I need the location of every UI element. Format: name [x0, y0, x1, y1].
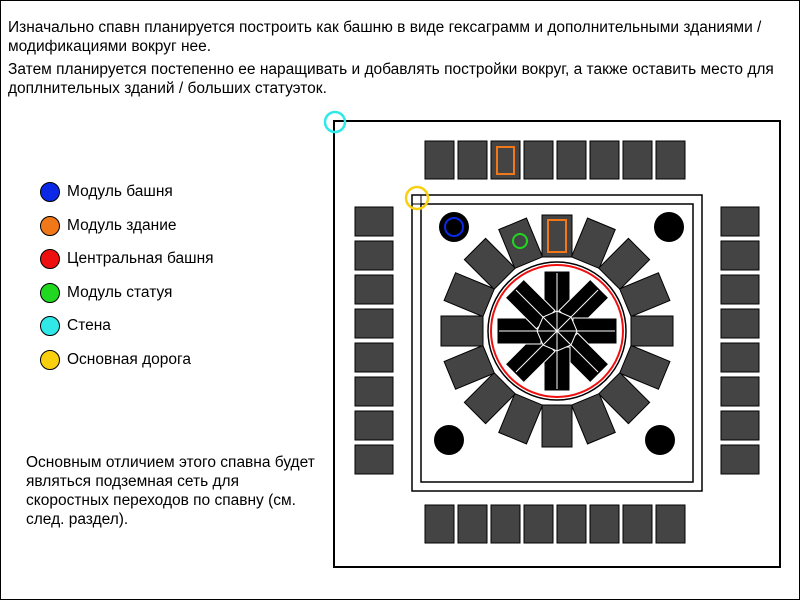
note-text: Основным отличием этого спавна будет являться подземная сеть для скоростных переходов по спавну (см. след. раздел). — [26, 454, 315, 528]
outer-building — [721, 445, 759, 474]
outer-building — [355, 377, 393, 406]
ring-building — [542, 215, 572, 257]
outer-building — [623, 505, 652, 543]
outer-building — [721, 241, 759, 270]
outer-building — [557, 505, 586, 543]
corner-tower — [434, 425, 464, 455]
outer-building — [721, 343, 759, 372]
corner-tower — [645, 425, 675, 455]
outer-building — [721, 411, 759, 440]
legend-label: Модуль статуя — [67, 283, 173, 301]
legend-label: Модуль здание — [67, 216, 177, 234]
outer-building — [458, 141, 487, 179]
legend-label: Основная дорога — [67, 350, 191, 368]
legend-label: Стена — [67, 317, 111, 334]
corner-tower — [439, 212, 469, 242]
ring-building — [542, 405, 572, 447]
outer-building — [524, 141, 553, 179]
outer-building — [425, 505, 454, 543]
outer-building — [721, 309, 759, 338]
outer-building — [425, 141, 454, 179]
hexagram-pattern — [497, 271, 617, 391]
outer-building — [721, 377, 759, 406]
outer-building — [491, 505, 520, 543]
legend-label: Модуль башня — [67, 183, 173, 200]
outer-building — [656, 141, 685, 179]
outer-building — [355, 445, 393, 474]
corner-tower — [654, 212, 684, 242]
outer-building — [355, 275, 393, 304]
outer-building — [355, 309, 393, 338]
outer-building — [524, 505, 553, 543]
outer-building — [656, 505, 685, 543]
outer-building — [590, 141, 619, 179]
outer-building — [355, 241, 393, 270]
ring-building — [631, 316, 673, 346]
legend-label: Центральная башня — [67, 250, 214, 267]
outer-building — [355, 343, 393, 372]
outer-building — [355, 411, 393, 440]
intro-paragraph-1: Изначально спавн планируется построить как башню в виде гексаграмм и дополнительными зданиями / модификациями вокруг нее. — [8, 19, 762, 55]
outer-building — [590, 505, 619, 543]
outer-building — [557, 141, 586, 179]
outer-buildings-left — [355, 207, 393, 474]
road-corner-marker — [412, 195, 421, 204]
central-tower — [488, 262, 626, 400]
main-road-marker — [406, 187, 428, 209]
intro-paragraph-2: Затем планируется постепенно ее наращивать и добавлять постройки вокруг, а также оставить место для доплнительных зданий / больших статуэток. — [8, 61, 774, 97]
outer-building — [721, 207, 759, 236]
outer-building — [623, 141, 652, 179]
outer-building — [355, 207, 393, 236]
outer-buildings-top — [425, 141, 685, 179]
ring-building — [441, 316, 483, 346]
outer-buildings-right — [721, 207, 759, 474]
outer-building — [458, 505, 487, 543]
outer-buildings-bottom — [425, 505, 685, 543]
outer-building — [721, 275, 759, 304]
